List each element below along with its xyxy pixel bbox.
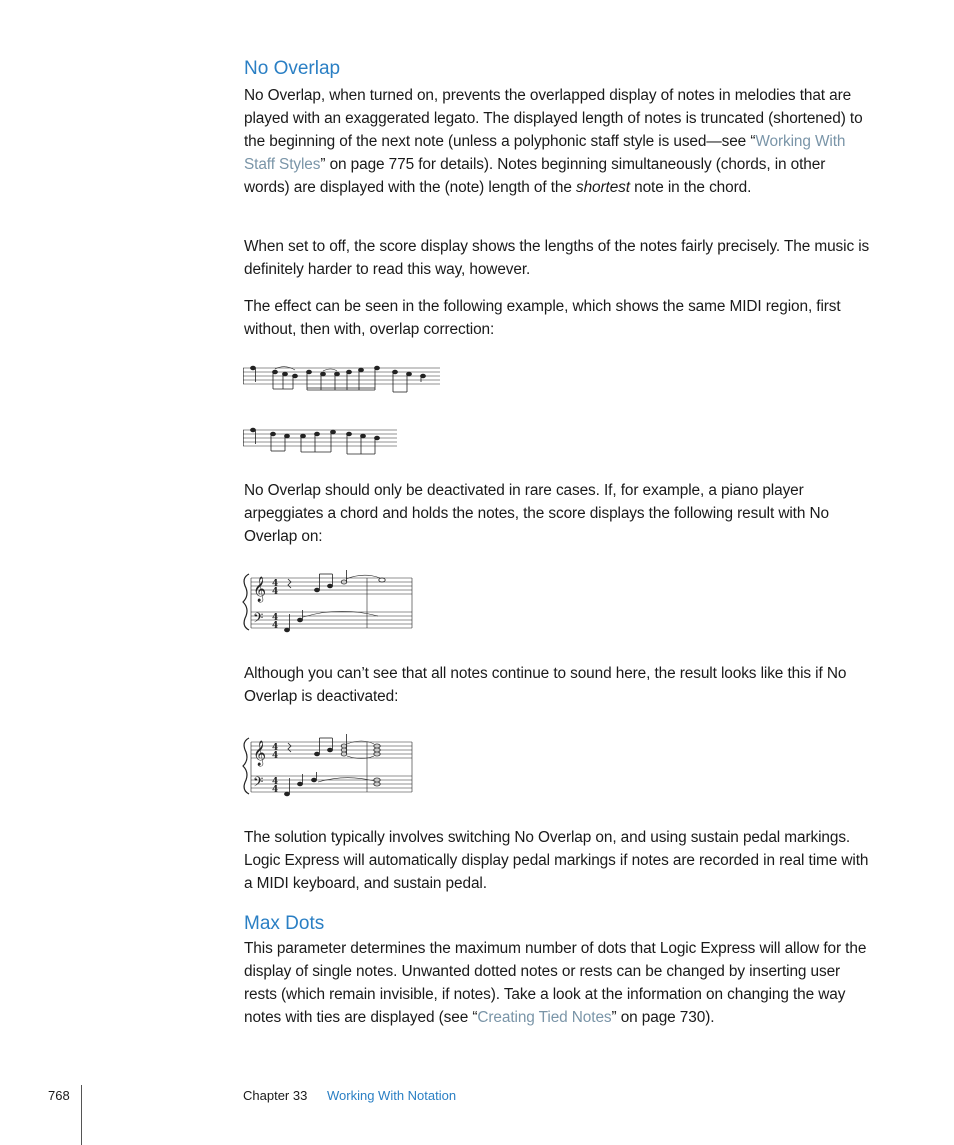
score-example-without-overlap-correction xyxy=(243,362,443,394)
page-number: 768 xyxy=(48,1088,70,1103)
time-signature-denominator: 4 xyxy=(272,785,279,795)
paragraph-no-overlap-intro xyxy=(244,84,872,199)
bass-clef: 𝄢 xyxy=(253,610,264,629)
text-run: This parameter determines the maximum number of dots that Logic Express will allow for the display of single notes. Unwanted dotted notes or rests can be changed by inserting user rests (which remain invisible, if notes). Take a look at the information on changing the way notes with ties are displayed (see “ xyxy=(244,940,867,1026)
notes xyxy=(251,366,426,392)
grand-staff-no-overlap-on xyxy=(240,570,418,634)
link-creating-tied-notes[interactable]: Creating Tied Notes xyxy=(477,1009,612,1026)
time-signature-denominator: 4 xyxy=(272,621,279,631)
text-run: ” on page 775 for details). Notes beginning simultaneously (chords, in other words) are displayed with the (note) length of the xyxy=(244,156,826,196)
paragraph-deactivate-rare: No Overlap should only be deactivated in rare cases. If, for example, a piano player arpeggiates a chord and holds the notes, the score displays the following result with No Overlap on: xyxy=(244,482,829,545)
time-signature-numerator: 4 xyxy=(272,579,279,589)
grand-staff-no-overlap-off xyxy=(240,734,418,798)
staff-lines xyxy=(243,430,397,446)
paragraph-max-dots xyxy=(244,937,872,1029)
paragraph-example-intro: The effect can be seen in the following example, which shows the same MIDI region, first without, then with, overlap correction: xyxy=(244,298,841,338)
notes xyxy=(285,734,381,796)
brace xyxy=(243,574,249,630)
bass-clef: 𝄢 xyxy=(253,774,264,793)
text-run: ” on page 730). xyxy=(611,1009,715,1026)
section-heading-max-dots: Max Dots xyxy=(244,913,325,934)
time-signature-denominator: 4 xyxy=(272,587,279,597)
time-signature-numerator: 4 xyxy=(272,743,279,753)
ties xyxy=(275,367,337,371)
treble-clef: 𝄞 xyxy=(253,577,267,602)
notes xyxy=(285,570,386,632)
time-signature-numerator: 4 xyxy=(272,777,279,787)
paragraph-solution: The solution typically involves switching No Overlap on, and using sustain pedal markings. Logic Express will automatically display pedal markings if notes are recorded in real time with a MIDI keyboard, and sustain pedal. xyxy=(244,829,869,892)
link-working-with-staff-styles[interactable]: Working With Staff Styles xyxy=(244,133,846,173)
time-signature-denominator: 4 xyxy=(272,751,279,761)
notes xyxy=(251,428,380,454)
time-signature-numerator: 4 xyxy=(272,613,279,623)
score-example-with-overlap-correction xyxy=(243,424,403,458)
brace xyxy=(243,738,249,794)
paragraph-no-overlap-deactivated: Although you can’t see that all notes continue to sound here, the result looks like this if No Overlap is deactivated: xyxy=(244,665,847,705)
treble-clef: 𝄞 xyxy=(253,741,267,766)
section-heading-no-overlap: No Overlap xyxy=(244,58,341,79)
emphasis-shortest: shortest xyxy=(575,179,630,196)
text-run: No Overlap, when turned on, prevents the overlapped display of notes in melodies that are played with an exaggerated legato. The displayed length of notes is truncated (shortened) to the beginning of the next note (unless a polyphonic staff style is used—see “ xyxy=(244,87,863,150)
footer-chapter-title[interactable]: Working With Notation xyxy=(327,1088,457,1103)
footer-divider xyxy=(81,1085,82,1145)
footer-chapter: Chapter 33 xyxy=(243,1088,308,1103)
paragraph-no-overlap-off: When set to off, the score display shows the lengths of the notes fairly precisely. The music is definitely harder to read this way, however. xyxy=(244,238,870,278)
text-run: note in the chord. xyxy=(629,179,752,196)
